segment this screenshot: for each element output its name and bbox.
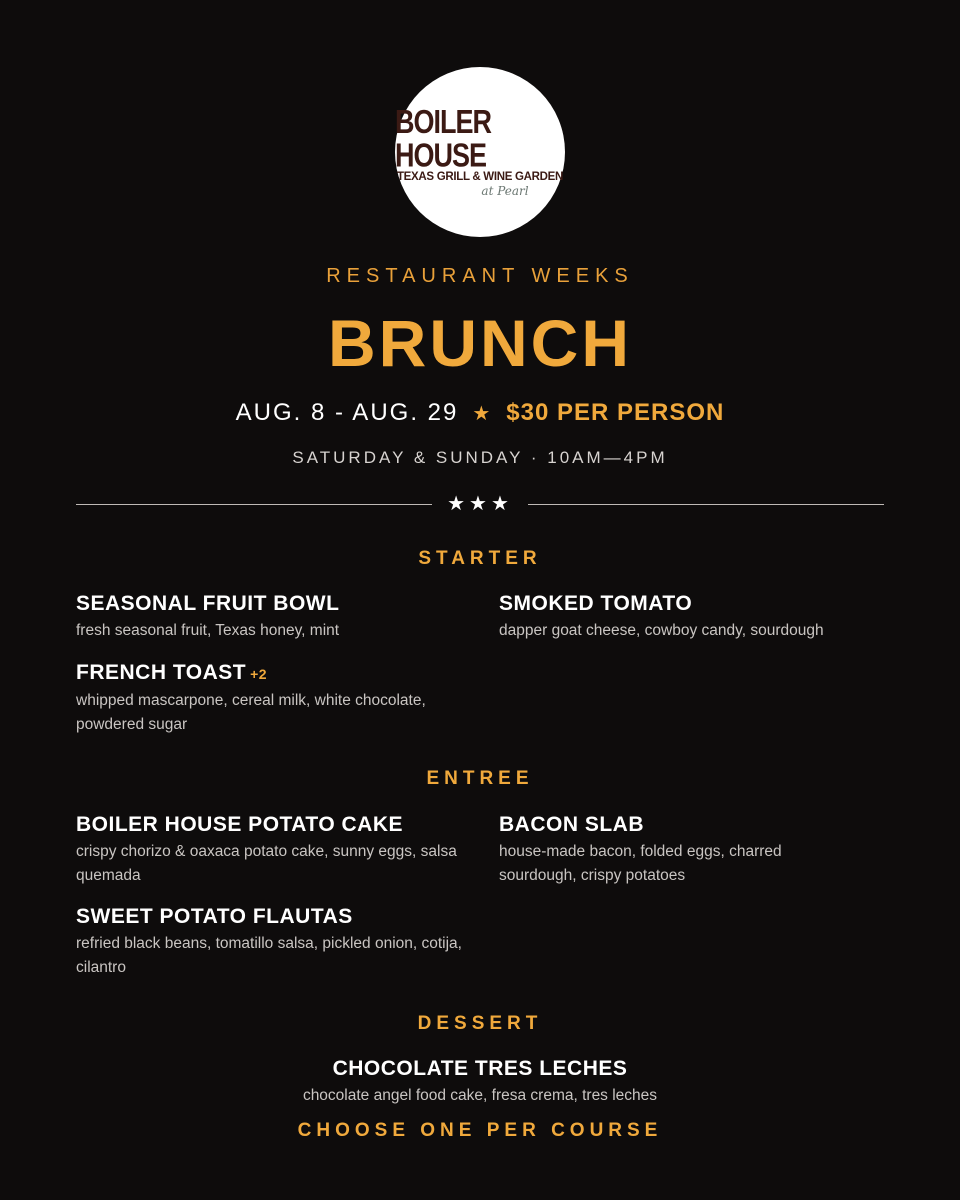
menu-item-name: BACON SLAB (499, 813, 644, 836)
menu-title: BRUNCH (328, 306, 632, 380)
menu-item-name: SEASONAL FRUIT BOWL (76, 592, 340, 615)
menu-item-name: SWEET POTATO FLAUTAS (76, 905, 353, 928)
section-heading-entree: ENTREE (426, 768, 534, 789)
menu-item-desc: fresh seasonal fruit, Texas honey, mint (76, 622, 340, 639)
course-note: CHOOSE ONE PER COURSE (297, 1120, 663, 1141)
divider-line-right (528, 504, 884, 505)
menu-item-smoked-tomato (499, 591, 899, 643)
menu-item-bacon-slab (499, 812, 829, 888)
menu-item-name-row (76, 660, 466, 687)
menu-item-desc: dapper goat cheese, cowboy candy, sourdough (499, 622, 824, 639)
price: $30 PER PERSON (506, 399, 725, 426)
star-icon: ★ (472, 403, 493, 425)
logo-brand-name: BOILER HOUSE (395, 102, 492, 174)
event-kicker: RESTAURANT WEEKS (326, 265, 634, 287)
divider-stars-icon: ★★★ (447, 493, 513, 515)
menu-item-name: BOILER HOUSE POTATO CAKE (76, 813, 404, 836)
section-heading-starter: STARTER (418, 548, 542, 569)
upcharge-badge: +2 (250, 666, 268, 682)
menu-item-chocolate-tres-leches (0, 1056, 960, 1108)
menu-item-name: SMOKED TOMATO (499, 592, 693, 615)
section-heading-dessert: DESSERT (417, 1013, 543, 1034)
logo-location: at Pearl (481, 184, 529, 198)
menu-item-seasonal-fruit-bowl (76, 591, 476, 643)
date-price-line (0, 398, 960, 429)
menu-item-desc: crispy chorizo & oaxaca potato cake, sunny eggs, salsa quemada (76, 843, 457, 884)
menu-item-boiler-house-potato-cake (76, 812, 466, 888)
menu-item-french-toast (76, 660, 466, 737)
menu-item-name: CHOCOLATE TRES LECHES (332, 1057, 628, 1080)
restaurant-logo (395, 67, 565, 237)
event-dates: AUG. 8 - AUG. 29 (235, 399, 459, 426)
logo-subtitle: TEXAS GRILL & WINE GARDEN (396, 171, 564, 183)
menu-item-desc: house-made bacon, folded eggs, charred sourdough, crispy potatoes (499, 843, 782, 884)
menu-item-name: FRENCH TOAST (76, 661, 247, 684)
menu-item-desc: chocolate angel food cake, fresa crema, tres leches (302, 1087, 658, 1104)
menu-item-desc: refried black beans, tomatillo salsa, pickled onion, cotija, cilantro (76, 935, 462, 976)
menu-item-sweet-potato-flautas (76, 904, 466, 980)
menu-item-desc: whipped mascarpone, cereal milk, white chocolate, powdered sugar (76, 692, 426, 733)
service-hours: SATURDAY & SUNDAY · 10AM—4PM (292, 448, 668, 467)
